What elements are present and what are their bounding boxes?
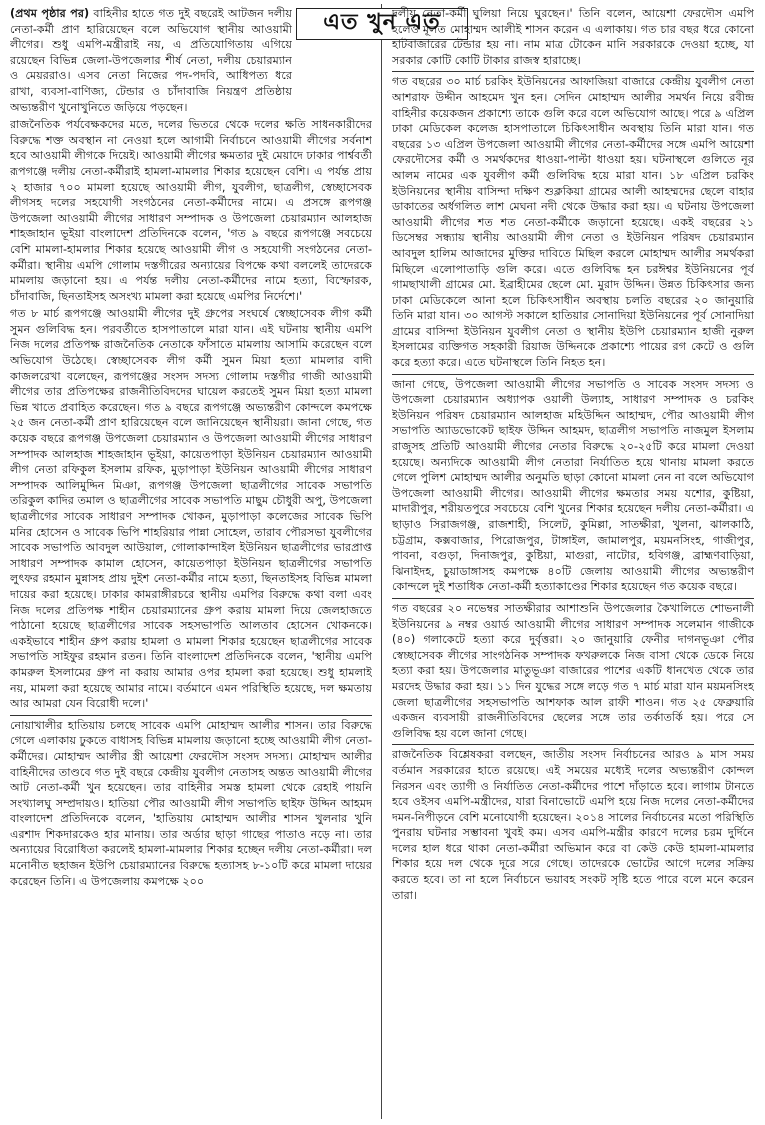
right-paragraph-0 (392, 6, 754, 68)
right-paragraph-4: রাজনৈতিক বিশ্লেষকরা বলছেন, জাতীয় সংসদ নির্বাচনের আরও ৯ মাস সময় বর্তমান সরকারের হাতে রয়েছে। এই সময়ের মধ্যেই দলের অভ্যন্তরীণ কোন্দল নিরসন এবং ত্যাগী ও নির্যাতিত নেতা-কর্মীদের পাশে দাঁড়াতে হবে। লাগাম টানতে হবে ওইসব এমপি-মন্ত্রীদের, যারা বিনাভোটে এমপি হয়ে নিজ দলের নেতা-কর্মীদের দমন-নিপীড়নে বেশি মনোযোগী হয়েছেন। ২০১৪ সালের নির্বাচনের মতো পরিস্থিতি পুনরায় ঘটনার সম্ভাবনা খুবই কম। এসব এমপি-মন্ত্রীর কারণে দলের চরম দুর্দিনে দলের হাল ধরে থাকা নেতা-কর্মীরা অভিমান করে বা কেউ কেউ হামলা-মামলার শিকার হয়ে দল থেকে দূরে সরে গেছে। তাদেরকে ভোটের আগে দলের সক্রিয় করতে হবে। তা না হলে নির্বাচনে ভয়াবহ সংকট সৃষ্টি হতে পারে বলে মনে করেন তারা। (392, 748, 754, 902)
headline: এত খুন এত (296, 8, 468, 40)
section-rule (392, 598, 754, 599)
section-rule (10, 715, 372, 716)
continuation-kicker: (প্রথম পৃষ্ঠার পর) (10, 7, 90, 20)
right-paragraph-2: জানা গেছে, উপজেলা আওয়ামী লীগের সভাপতি ও সাবেক সংসদ সদস্য ও উপজেলা চেয়ারম্যান অধ্যাপক ওয়ালী উল্যাহ, সাধারণ সম্পাদক ও চরকিং ইউনিয়ন পরিষদ চেয়ারম্যান আলহাজ মহিউদ্দিন আহাম্মদ, পৌর আওয়ামী লীগ সভাপতি অ্যাডভোকেট ছাইফ উদ্দিন আহমদ, ছাত্রলীগ সভাপতি নাজমুল ইসলাম রাজুসহ প্রতিটি আওয়ামী লীগের নেতার বিরুদ্ধে ২০-২৫টি করে মামলা দেওয়া হয়েছে। অন্যদিকে আওয়ামী লীগ নেতারা নির্যাতিত হয়ে থানায় মামলা করতে গেলে পুলিশ মোহাম্মদ আলীর অনুমতি ছাড়া কোনো মামলা নেন না বলে অভিযোগ উপজেলা আওয়ামী লীগের। আওয়ামী লীগের ক্ষমতার সময় যশোর, কুষ্টিয়া, মাদারীপুর, শরীয়তপুরে সবচেয়ে বেশি খুনের শিকার হয়েছেন দলীয় নেতা-কর্মীরা। এ ছাড়াও সিরাজগঞ্জ, রাজশাহী, সিলেট, কুমিল্লা, সাতক্ষীরা, খুলনা, ঝালকাঠি, চট্টগ্রাম, কক্সবাজার, পিরোজপুর, টাঙ্গাইল, জামালপুর, ময়মনসিংহ, গাজীপুর, পাবনা, বগুড়া, দিনাজপুর, কুষ্টিয়া, মাগুরা, নাটোর, হবিগঞ্জ, ব্রাহ্মণবাড়িয়া, ঝিনাইদহ, চুয়াডাঙ্গাসহ কমপক্ষে ৪০টি জেলায় আওয়ামী লীগের অভ্যন্তরীণ কোন্দলে দুই শতাধিক নেতা-কর্মী হত্যাকাণ্ডের শিকার হয়েছেন গত কয়েক বছরে। (392, 377, 754, 594)
newspaper-page (6, 4, 759, 1119)
intro-text: বাহিনীর হাতে গত দুই বছরেই আটজন দলীয় নেতা-কর্মী প্রাণ হারিয়েছেন বলে অভিযোগ স্থানীয় আওয়ামী লীগের। শুধু এমপি-মন্ত্রীরাই নয়, এ প্রতিযোগিতায় এগিয়ে রয়েছেন বিভিন্ন জেলা-উপজেলার শীর্ষ নেতা, দলীয় চেয়ারম্যান ও মেয়ররাও। এসব নেতা নিজের পদ-পদবি, আধিপত্য ধরে রাখা, ব্যবসা-বাণিজ্য, টেন্ডার ও চাঁদাবাজি নিয়ন্ত্রণ প্রতিষ্ঠায় অভ্যন্তরীণ খুনোখুনিতে জড়িয়ে পড়ছেন। (10, 7, 292, 114)
column-divider (381, 4, 382, 1119)
left-paragraph-3: নোয়াখালীর হাতিয়ায় চলছে সাবেক এমপি মোহাম্মদ আলীর শাসন। তার বিরুদ্ধে গেলে এলাকায় ঢুকতে বাধাসহ বিভিন্ন মামলায় জড়ানো হচ্ছে আওয়ামী লীগ নেতা-কর্মীদের। মোহাম্মদ আলীর স্ত্রী আয়েশা ফেরদৌস সংসদ সদস্য। মোহাম্মদ আলীর বাহিনীদের তাণ্ডবে গত দুই বছরে কেন্দ্রীয় যুবলীগ নেতাসহ অন্তত আওয়ামী লীগের আট নেতা-কর্মী খুন হয়েছেন। তার বাহিনীর সমস্ত হামলা থেকে রেহাই পায়নি সংখ্যালঘু সম্প্রদায়ও। হাতিয়া পৌর আওয়ামী লীগ সভাপতি ছাইফ উদ্দিন আহমদ বাংলাদেশ প্রতিদিনকে বলেন, 'হাতিয়ায় মোহাম্মদ আলীর শাসন খুলনার খুনি এরশাদ শিকদারকেও হার মানায়। তার অর্ডার ছাড়া গাছের পাতাও নড়ে না। তার অন্যায়ের বিরোধিতা করলেই হামলা-মামলার শিকার হচ্ছেন দলীয় নেতা-কর্মীরা। দল মনোনীত ছহাজন ইউপি চেয়ারম্যানের বিরুদ্ধে হত্যাসহ ৮-১০টি করে মামলা দায়ের করেছেন তিনি। এ উপজেলায় কমপক্ষে ২০০ (10, 718, 372, 888)
left-paragraph-2: গত ৮ মার্চ রূপগঞ্জে আওয়ামী লীগের দুই গ্রুপের সংঘর্ষে স্বেচ্ছাসেবক লীগ কর্মী সুমন গুলিবিদ্ধ হন। পরবর্তীতে হাসপাতালে মারা যান। এই ঘটনায় স্থানীয় এমপি নিজ দলের প্রতিপক্ষ রাজনৈতিক নেতাকে ফাঁসাতে মামলায় আসামি করেছেন বলে অভিযোগ উঠেছে। স্বেচ্ছাসেবক লীগ কর্মী সুমন মিয়া হত্যা মামলার বাদী কাজলরেখা বলেছেন, রূপগঞ্জের সংসদ সদস্য গোলাম দস্তগীর গাজী আওয়ামী লীগের তার প্রতিপক্ষের রাজনীতিবিদদের ঘায়েল করতেই সুমন মিয়া হত্যা মামলা ভিন্ন খাতে প্রবাহিত করেছেন। গত ৯ বছরে রূপগঞ্জে অভ্যন্তরীণ কোন্দলে কমপক্ষে ২৫ জন নেতা-কর্মী প্রাণ হারিয়েছেন বলে জানিয়েছেন স্থানীয়রা। জানা গেছে, গত কয়েক বছরে রূপগঞ্জ উপজেলা চেয়ারম্যান ও উপজেলা আওয়ামী লীগের সাধারণ সম্পাদক আলহাজ শাহজাহান ভূইয়া, কায়েতপাড়া ইউনিয়ন চেয়ারম্যান আওয়ামী লীগ নেতা রফিকুল ইসলাম রফিক, মুড়াপাড়া ইউনিয়ন আওয়ামী লীগের সাধারণ সম্পাদক আলিমুদ্দিন মিঞা, রূপগঞ্জ উপজেলা ছাত্রলীগের সাবেক সভাপতি তরিকুল কাদির তমাল ও ছাত্রলীগের সাবেক সভাপতি মাছুম চৌধুরী অপু, উপজেলা ছাত্রলীগের সাবেক সাধারণ সম্পাদক খোকন, মুড়াপাড়া কলেজের সাবেক ভিপি মনির হোসেন ও সাবেক ভিপি শাহরিয়ার পান্না সোহেল, তারাব পৌরসভা যুবলীগের সাবেক সভাপতি আবদুল আউয়াল, গোলাকান্দাইল ইউনিয়ন ছাত্রলীগের ভারপ্রাপ্ত সাধারণ সম্পাদক কামাল হোসেন, কায়েতপাড়া ইউনিয়ন ছাত্রলীগের সভাপতি লুৎফর রহমান মুন্নাসহ প্রায় দুইশ নেতা-কর্মীর নামে হত্যা, ছিনতাইসহ বিভিন্ন মামলা দায়ের করা হয়েছে। ঢাকার কামরাঙ্গীরচরে স্থানীয় এমপির বিরুদ্ধে কথা বলা এবং নিজ দলের প্রতিপক্ষ শাহীন চেয়ারম্যানের গ্রুপ করায় মামলা দিয়ে জেলহাজতে পাঠানো হয়েছে ছাত্রলীগের সাবেক সহসভাপতি আলতাব হোসেন খোকনকে। একইভাবে শাহীন গ্রুপ করায় হামলা ও মামলা শিকার হয়েছেন ছাত্রলীগের সাবেক সভাপতি সাইফুর রহমান রতন। তিনি বাংলাদেশ প্রতিদিনকে বলেন, 'স্থানীয় এমপি কামরুল ইসলামের গ্রুপ না করায় আমার ওপর হামলা করা হয়েছে। শুধু হামলাই নয়, মামলা করা হয়েছে আমার নামে। বর্তমানে এমন পরিস্থিতি হয়েছে, দল ক্ষমতায় আর আমরা যেন বিরোধী দলে।' (10, 307, 372, 711)
section-rule (392, 71, 754, 72)
left-paragraph-1: রাজনৈতিক পর্যবেক্ষকদের মতে, দলের ভিতরে থেকে দলের ক্ষতি সাধনকারীদের বিরুদ্ধে শক্ত অবস্থান না নেওয়া হলে আগামী নির্বাচনে আওয়ামী লীগের সর্বনাশ হবে আওয়ামী লীগকে দিয়েই। আওয়ামী লীগের ক্ষমতার দুই মেয়াদে ঢাকার পার্শ্ববর্তী রূপগঞ্জে দলীয় নেতা-কর্মীরাই হামলা-মামলার শিকার হয়েছেন বেশি। এ পর্যন্ত প্রায় ২ হাজার ৭০০ মামলা হয়েছে আওয়ামী লীগ, যুবলীগ, ছাত্রলীগ, স্বেচ্ছাসেবক লীগসহ দলের সহযোগী সংগঠনের নেতা-কর্মীদের নামে। এ প্রসঙ্গে রূপগঞ্জ উপজেলা আওয়ামী লীগের সাধারণ সম্পাদক ও উপজেলা চেয়ারম্যান আলহাজ শাহজাহান ভূইয়া বাংলাদেশ প্রতিদিনকে বলেন, 'গত ৯ বছরে রূপগঞ্জে সবচেয়ে বেশি মামলা-হামলার শিকার হয়েছে আওয়ামী লীগ ও সহযোগী সংগঠনের নেতা-কর্মীরা। স্থানীয় এমপি গোলাম দস্তগীরের অন্যায়ের বিপক্ষে কথা বললেই তাদেরকে মামলায় জড়ানো হয়। এ পর্যন্ত দলীয় নেতা-কর্মীদের নামে হত্যা, বিস্ফোরক, চাঁদাবাজি, ছিনতাইসহ অসংখ্য মামলা করা হয়েছে এমপির নির্দেশে।' (10, 118, 372, 303)
right-paragraph-0-text: দলীয় নেতা-কর্মী ঘুলিয়া নিয়ে ঘুরছেন।' তিনি বলেন, আয়েশা ফেরদৌস এমপি হলেও মূলত মোহাম্মদ আলীই শাসন করেন এ এলাকায়। গত চার বছর ধরে কোনো হাটবাজারের টেন্ডার হয় না। নাম মাত্র টোকেন মানি সরকারকে দেওয়া হচ্ছে, যা সরকার কোটি কোটি টাকার রাজস্ব হারাচ্ছে। (392, 7, 754, 67)
right-column (392, 6, 754, 1088)
right-paragraph-3: গত বছরের ২০ নভেম্বর সাতক্ষীরার আশাশুনি উপজেলার কৈখালিতে শোভনালী ইউনিয়নের ৯ নম্বর ওয়ার্ড আওয়ামী লীগের সাধারণ সম্পাদক সলেমান গাজীকে (৪০) গলাকেটে হত্যা করে দুর্বৃত্তরা। ২০ জানুয়ারি ফেনীর দাগনভূঞা পৌর স্বেচ্ছাসেবক লীগের সাংগঠনিক সম্পাদক ফখরুলকে নিজ বাসা থেকে ডেকে নিয়ে হত্যা করা হয়। উপজেলার মাতুভূঞা বাজারের পাশের একটি ধানখেত থেকে তার মরদেহ উদ্ধার করা হয়। ১১ দিন যুদ্ধের সঙ্গে লড়ে গত ৭ মার্চ মারা যান ময়মনসিংহ জেলা ছাত্রলীগের সহসভাপতি আশফাক আল রাফী শাওন। গত ২৫ ফেব্রুয়ারি একজন ব্যবসায়ী রাজনীতিবিদের ছেলের সঙ্গে তার তর্কাতর্কি হয়। পরে সে গুলিবিদ্ধ হয় বলে জানা গেছে। (392, 601, 754, 740)
left-column (10, 6, 372, 1086)
section-rule (392, 744, 754, 745)
right-paragraph-1: গত বছরের ৩০ মার্চ চরকিং ইউনিয়নের আফাজিয়া বাজারে কেন্দ্রীয় যুবলীগ নেতা আশরাফ উদ্দীন আহমেদ খুন হন। সেদিন মোহাম্মদ আলীর সমর্থন নিয়ে রবীন্দ্র বাহিনীর কয়েকজন প্রকাশ্যে তাকে গুলি করে বলে অভিযোগ আছে। পরে ৯ এপ্রিল ঢাকা মেডিকেল কলেজ হাসপাতালে চিকিৎসাধীন অবস্থায় তিনি মারা যান। গত বছরের ১৩ এপ্রিল উপজেলা আওয়ামী লীগের নেতা-কর্মীদের সঙ্গে এমপি আয়েশা ফেরদৌসের কর্মী ও সমর্থকদের ধাওয়া-পাল্টা ধাওয়া হয়। ঘটনাস্থলে গুলিতে নূর আলম নামের এক যুবলীগ কর্মী গুলিবিদ্ধ হয়ে মারা যান। ১৮ এপ্রিল চরকিং ইউনিয়নের স্থানীয় বাসিন্দা দক্ষিণ শুক্লকিয়া গ্রামের আলী আহম্মদের ছেলে বাহার ডাকাতের অর্ধগলিত লাশ মেঘনা নদী থেকে উদ্ধার করা হয়। এ ঘটনায় উপজেলা আওয়ামী লীগের শত শত নেতা-কর্মীকে জড়ানো হয়েছে। একই বছরের ২১ ডিসেম্বর সন্ধ্যায় স্থানীয় আওয়ামী লীগ নেতা ও ইউনিয়ন পরিষদ চেয়ারম্যান আবদুল হালিম আজাদের মুক্তির দাবিতে মিছিল করলে মোহাম্মদ আলীর সমর্থকরা মিছিলে এলোপাতাড়ি গুলি করে। এতে গুলিবিদ্ধ হন চরঈশ্বর ইউনিয়নের পূর্ব গামছাখালী গ্রামের মো. ইব্রাহীমের ছেলে মো. মুরাদ উদ্দিন। উন্নত চিকিৎসার জন্য ঢাকা মেডিকেলে আনা হলে চিকিৎসাধীন অবস্থায় চলতি বছরের ২০ জানুয়ারি তিনি মারা যান। ৩০ আগস্ট সকালে হাতিয়ার সোনাদিয়া ইউনিয়নের পূর্ব সোনাদিয়া গ্রামের বাসিন্দা ইউনিয়ন যুবলীগ নেতা ও স্থানীয় ইউপি চেয়ারম্যান হাজী নুরুল ইসলামের ব্যক্তিগত সহকারী রিয়াজ উদ্দিনকে প্রকাশ্যে পায়ের রগ কেটে ও গুলি করে হত্যা করে। এতে ঘটনাস্থলে তিনি নিহত হন। (392, 75, 754, 370)
intro-paragraph (10, 6, 292, 115)
section-rule (392, 374, 754, 375)
